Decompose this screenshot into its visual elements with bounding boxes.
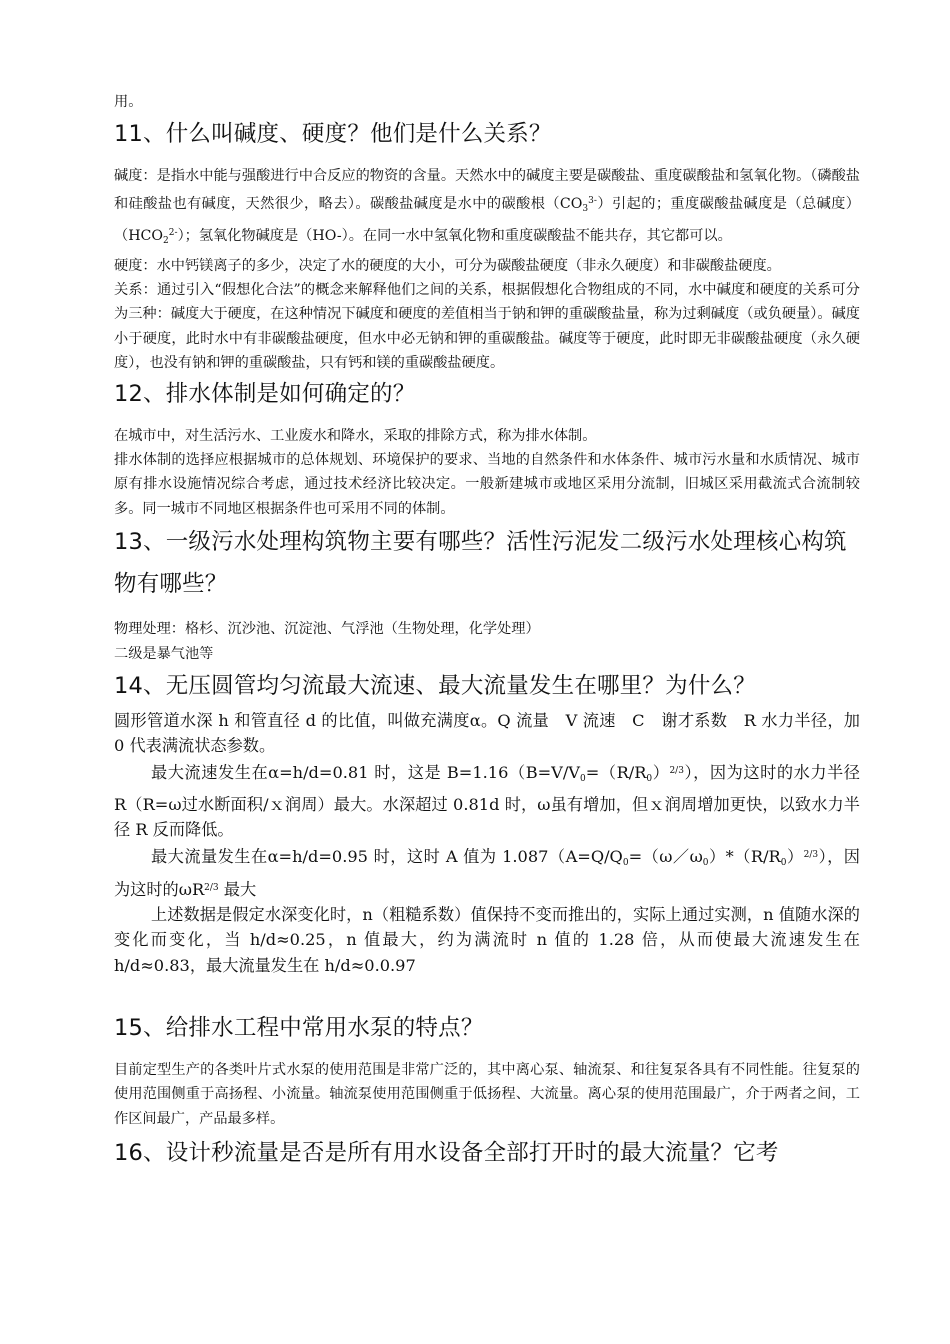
heading-11: 11、什么叫碱度、硬度？他们是什么关系？ bbox=[114, 121, 552, 148]
heading-16: 16、设计秒流量是否是所有用水设备全部打开时的最大流量？它考 bbox=[114, 1140, 779, 1167]
roughness-paragraph: 上述数据是假定水深变化时，n（粗糙系数）值保持不变而推出的，实际上通过实测，n 值随水深的变化而变化，当 h/d≈0.25，n 值最大，约为满流时 n 值的 1.28 倍，从而使最大流速发生在 h/d≈0.83，最大流量发生在 h/d≈0.0.97 bbox=[114, 905, 860, 975]
secondary-treatment: 二级是暴气池等 bbox=[114, 645, 214, 662]
fullness-definition: 圆形管道水深 h 和管直径 d 的比值，叫做充满度α。Q 流量 V 流速 C 谢才系数 R 水力半径，加 0 代表满流状态参数。 bbox=[114, 711, 860, 756]
hardness-paragraph: 硬度：水中钙镁离子的多少，决定了水的硬度的大小，可分为碳酸盐硬度（非永久硬度）和非碳酸盐硬度。 bbox=[114, 257, 781, 274]
heading-14: 14、无压圆管均匀流最大流速、最大流量发生在哪里？为什么？ bbox=[114, 673, 756, 700]
pump-paragraph: 目前定型生产的各类叶片式水泵的使用范围是非常广泛的，其中离心泵、轴流泵、和往复泵各具有不同性能。往复泵的使用范围侧重于高扬程、小流量。轴流泵使用范围侧重于低扬程、大流量。离心泵的使用范围最广，介于两者之间，工作区间最广，产品最多样。 bbox=[114, 1062, 860, 1127]
heading-12: 12、排水体制是如何确定的？ bbox=[114, 380, 416, 407]
heading-15: 15、给排水工程中常用水泵的特点？ bbox=[114, 1015, 484, 1042]
heading-13: 13、一级污水处理构筑物主要有哪些？活性污泥发二级污水处理核心构筑物有哪些？ bbox=[114, 529, 847, 598]
primary-treatment: 物理处理：格杉、沉沙池、沉淀池、气浮池（生物处理，化学处理） bbox=[114, 621, 540, 638]
relation-paragraph: 关系：通过引入“假想化合法”的概念来解释他们之间的关系，根据假想化合物组成的不同，水中碱度和硬度的关系可分为三种：碱度大于硬度，在这种情况下碱度和硬度的差值相当于钠和钾的重碳酸盐量，称为过剩碱度（或负硬量）。碱度小于硬度，此时水中有非碳酸盐硬度，但水中必无钠和钾的重碳酸盐。碱度等于硬度，此时即无非碳酸盐硬度（永久硬度），也没有钠和钾的重碳酸盐，只有钙和镁的重碳酸盐硬度。 bbox=[114, 282, 860, 372]
alkalinity-paragraph: 碱度：是指水中能与强酸进行中合反应的物资的含量。天然水中的碱度主要是碳酸盐、重度碳酸盐和氢氧化物。（磷酸盐和硅酸盐也有碱度，天然很少，略去）。碳酸盐碱度是水中的碳酸根$(CO_3^{3-})$引起的；重度碳酸盐碱度是（总碱度）$(HCO_2^{2-})$；氢氧化物碱度是（HO-）。在同一水中氢氧化物和重度碳酸盐不能共存，其它都可以。 bbox=[114, 168, 860, 247]
max-velocity-paragraph: 最大流速发生在α=h/d=0.81 时，这是 $B=1.16(B=V/V_0=(R/R_0)^{2/3})$，因为这时的水力半径 R（R=ω过水断面积/ｘ润周）最大。水深超过 0.81d 时，ω虽有增加，但ｘ润周增加更快，以致水力半径 R 反而降低。 bbox=[114, 762, 860, 840]
max-flow-paragraph: 最大流量发生在α=h/d=0.95 时，这时 A 值为 $1.087(A=Q/Q_0=(\omega/\omega_0)*(R/R_0)^{2/3})$，因为这时的$\omega R^{2/3}$ 最大 bbox=[114, 846, 860, 899]
page-content bbox=[114, 90, 860, 1171]
top-fragment: 用。 bbox=[114, 94, 143, 110]
drainage-selection: 排水体制的选择应根据城市的总体规划、环境保护的要求、当地的自然条件和水体条件、城市污水量和水质情况、城市原有排水设施情况综合考虑，通过技术经济比较决定。一般新建城市或地区采用分流制，旧城区采用截流式合流制较多。同一城市不同地区根据条件也可采用不同的体制。 bbox=[114, 452, 860, 517]
drainage-definition: 在城市中，对生活污水、工业废水和降水，采取的排除方式，称为排水体制。 bbox=[114, 427, 597, 444]
